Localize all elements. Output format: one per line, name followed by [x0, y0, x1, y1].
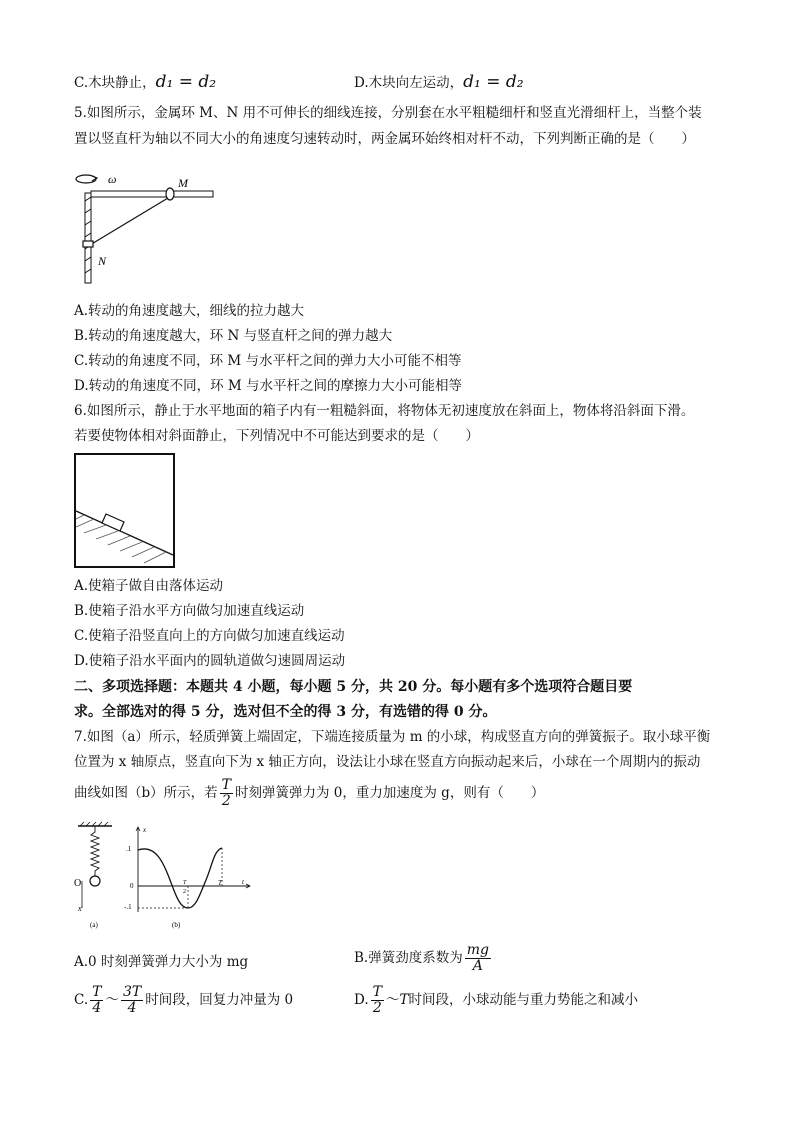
- omega-label: ω: [108, 172, 117, 186]
- q4-option-c-equation: d₁ = d₂: [155, 72, 217, 92]
- half-t-den: 2: [183, 889, 186, 895]
- q7-option-b: B.弹簧劲度系数为 $\frac{mg}{A}$: [354, 942, 489, 974]
- oscillation-curve: [138, 848, 222, 908]
- amplitude-top-label: .1: [126, 845, 132, 853]
- q4-option-d: D.木块向左运动，d₁ = d₂: [354, 72, 524, 92]
- q7-stem-line1: 7.如图（a）所示，轻质弹簧上端固定，下端连接质量为 m 的小球，构成竖直方向的弹簧振子。取小球平衡: [74, 729, 711, 745]
- half-period-fraction: $\frac{T}{2}$: [221, 777, 231, 809]
- q6-option-a: A.使箱子做自由落体运动: [74, 578, 224, 594]
- ring-n: [83, 241, 93, 247]
- q7-stem-line2: 位置为 x 轴原点，竖直向下为 x 轴正方向，设法让小球在竖直方向振动起来后，小球在一个周期内的振动: [74, 754, 701, 770]
- period-label: T: [218, 879, 222, 887]
- q7-stem-line3: 曲线如图（b）所示，若 $\frac{T}{2}$ 时刻弹簧弹力为 0，重力加速度为 g，则有（ ）: [74, 777, 545, 809]
- figure-b-label: (b): [172, 921, 181, 929]
- q5-option-d: D.转动的角速度不同，环 M 与水平杆之间的摩擦力大小可能相等: [74, 378, 463, 394]
- section2-heading-line1: 二、多项选择题：本题共 4 小题，每小题 5 分，共 20 分。每小题有多个选项符合题目要: [74, 679, 633, 695]
- q5-option-a: A.转动的角速度越大，细线的拉力越大: [74, 303, 305, 319]
- q5-stem-line2: 置以竖直杆为轴以不同大小的角速度匀速转动时，两金属环始终相对杆不动，下列判断正确的是（ ）: [74, 131, 695, 147]
- spring-constant-fraction: $\frac{mg}{A}$: [466, 942, 489, 974]
- q6-option-c: C.使箱子沿竖直向上的方向做匀加速直线运动: [74, 628, 345, 644]
- horizontal-rod: [91, 191, 213, 197]
- q5-stem-line1: 5.如图所示，金属环 M、N 用不可伸长的细线连接，分别套在水平粗糙细杆和竖直光滑细杆上，当整个装: [74, 105, 702, 121]
- q6-option-d: D.使箱子沿水平面内的圆轨道做匀速圆周运动: [74, 653, 346, 669]
- q7-option-c: C. $\frac{T}{4}$ ～ $\frac{3T}{4}$ 时间段，回复力冲量为 0: [74, 984, 294, 1016]
- q4-option-d-equation: d₁ = d₂: [463, 72, 524, 92]
- q7-option-a: A.0 时刻弹簧弹力大小为 mg: [74, 954, 249, 970]
- quarter-period-fraction: $\frac{T}{4}$: [92, 984, 102, 1016]
- q7-figure-b: [124, 824, 254, 934]
- origin-label: O: [74, 878, 82, 889]
- q5-option-c: C.转动的角速度不同，环 M 与水平杆之间的弹力大小可能不相等: [74, 353, 462, 369]
- spring: [91, 826, 99, 876]
- three-quarter-period-fraction: $\frac{3T}{4}$: [122, 984, 142, 1016]
- ring-m-label: M: [178, 176, 188, 190]
- ball: [90, 876, 100, 886]
- x-axis-label-a: x: [78, 904, 82, 913]
- section2-heading-line2: 求。全部选对的得 5 分，选对但不全的得 3 分，有选错的得 0 分。: [74, 704, 497, 720]
- q6-figure: [74, 453, 176, 569]
- half-period-fraction-d: $\frac{T}{2}$: [372, 984, 382, 1016]
- ring-n-label: N: [98, 254, 107, 268]
- x-axis-label-b: x: [143, 826, 147, 834]
- t-axis-label: t: [242, 878, 244, 886]
- q6-stem-line2: 若要使物体相对斜面静止，下列情况中不可能达到要求的是（ ）: [74, 428, 479, 444]
- string: [90, 198, 168, 245]
- q4-option-c: C.木块静止，d₁ = d₂: [74, 72, 217, 92]
- q6-stem-line1: 6.如图所示，静止于水平地面的箱子内有一粗糙斜面，将物体无初速度放在斜面上，物体将沿斜面下滑。: [74, 403, 695, 419]
- figure-a-label: (a): [90, 921, 98, 929]
- q5-option-b: B.转动的角速度越大，环 N 与竖直杆之间的弹力越大: [74, 328, 393, 344]
- q6-option-b: B.使箱子沿水平方向做匀加速直线运动: [74, 603, 305, 619]
- q7-option-d: D. $\frac{T}{2}$ ～T时间段，小球动能与重力势能之和减小: [354, 984, 638, 1016]
- half-t-num: T: [183, 880, 187, 886]
- zero-label: 0: [130, 882, 134, 890]
- box: [75, 454, 174, 567]
- q7-figure-a: [72, 822, 122, 932]
- amplitude-bottom-label: -.1: [124, 903, 132, 911]
- q5-figure: [70, 165, 220, 285]
